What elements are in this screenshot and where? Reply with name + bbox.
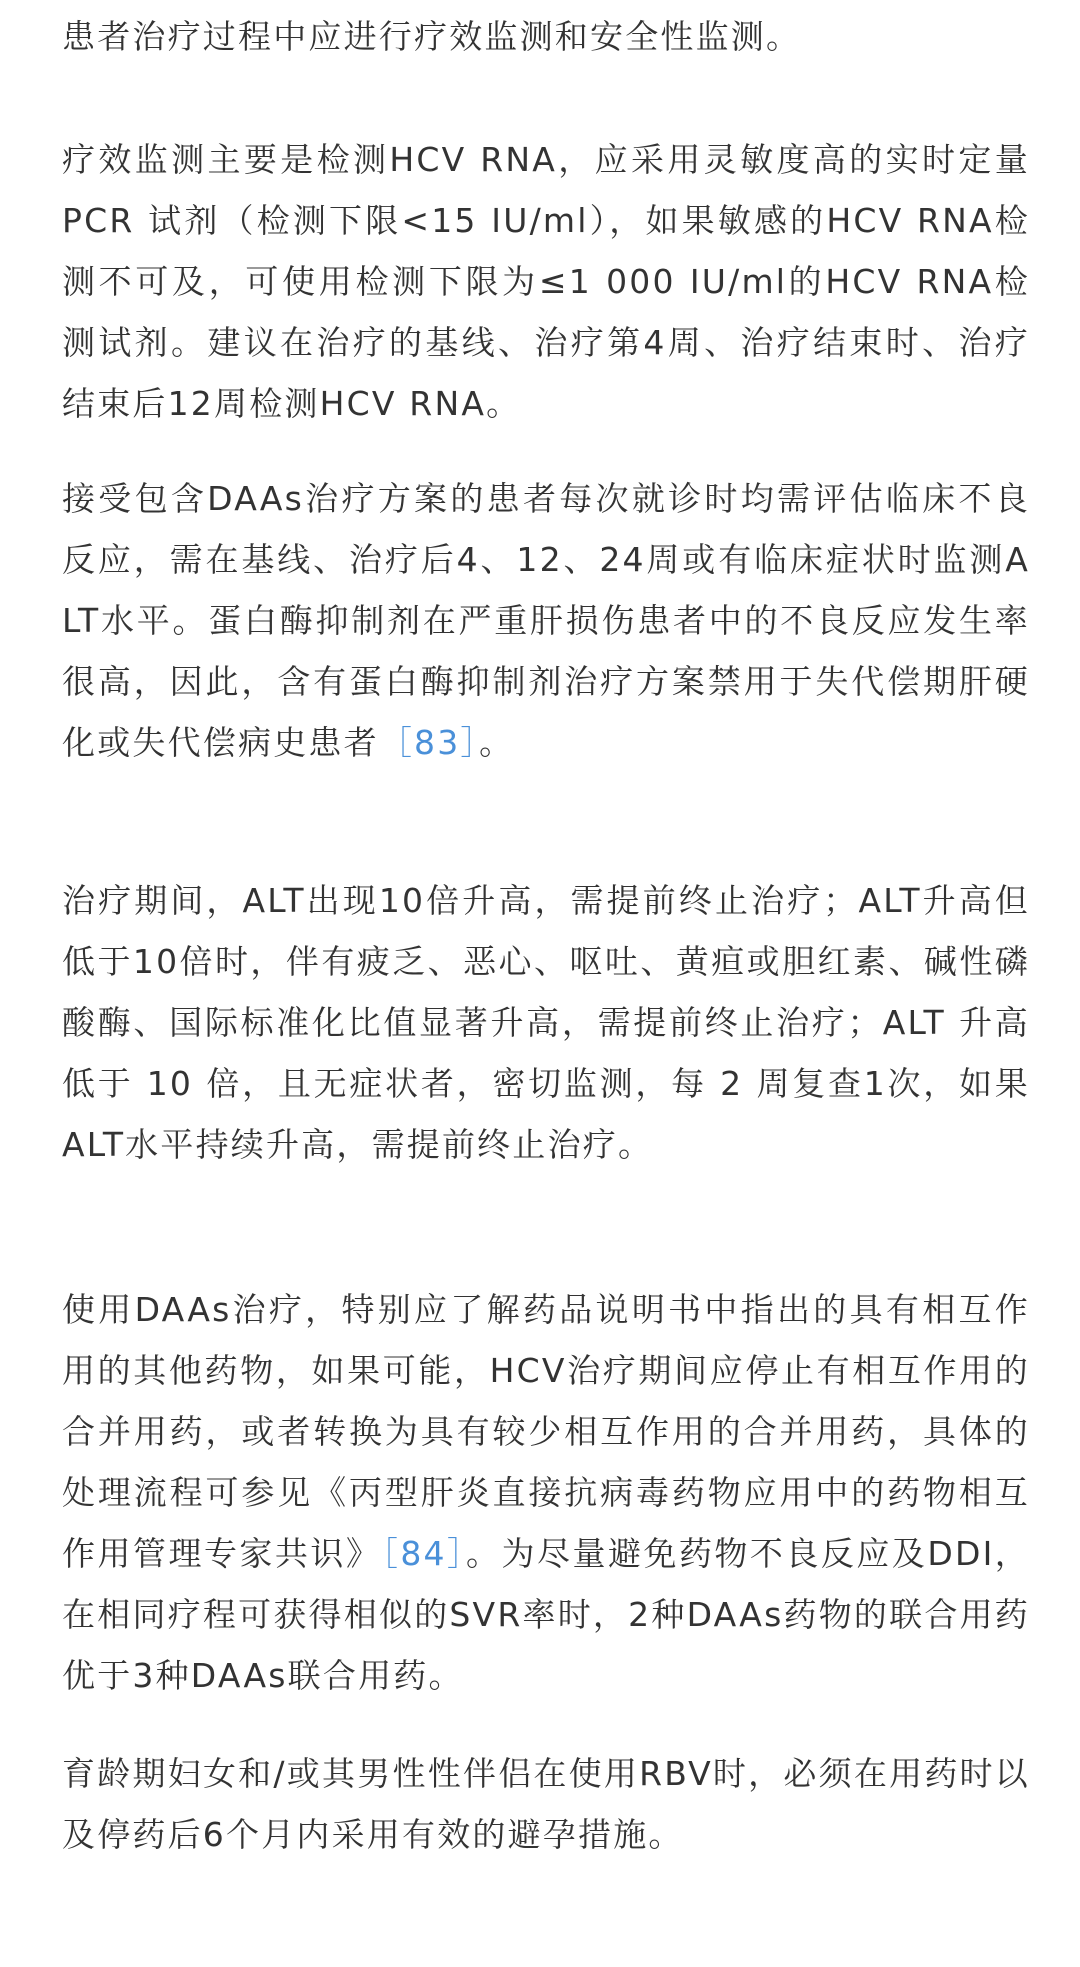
paragraph-drug-interactions xyxy=(62,1279,1030,1706)
paragraph-efficacy-monitoring xyxy=(62,129,1030,434)
paragraph-text: 使用DAAs治疗，特别应了解药品说明书中指出的具有相互作用的其他药物，如果可能，HCV治疗期间应停止有相互作用的合并用药，或者转换为具有较少相互作用的合并用药，具体的处理流程可参见《丙型肝炎直接抗病毒药物应用中的药物相互作用管理专家共识》 xyxy=(62,1290,1030,1573)
paragraph-monitoring-intro xyxy=(62,6,1030,67)
paragraph-text: 。 xyxy=(479,723,515,762)
paragraph-text: 。为尽量避免药物不良反应及DDI，在相同疗程可获得相似的SVR率时，2种DAAs药物的联合用药优于3种DAAs联合用药。 xyxy=(62,1534,1030,1695)
paragraph-text: 接受包含DAAs治疗方案的患者每次就诊时均需评估临床不良反应，需在基线、治疗后4、12、24周或有临床症状时监测ALT水平。蛋白酶抑制剂在严重肝损伤患者中的不良反应发生率很高，因此，含有蛋白酶抑制剂治疗方案禁用于失代偿期肝硬化或失代偿病史患者 xyxy=(62,479,1030,762)
paragraph-text: 治疗期间，ALT出现10倍升高，需提前终止治疗；ALT升高但低于10倍时，伴有疲乏、恶心、呕吐、黄疸或胆红素、碱性磷酸酶、国际标准化比值显著升高，需提前终止治疗；ALT 升高低于 10 倍，且无症状者，密切监测，每 2 周复查1次，如果ALT水平持续升高，需提前终止治疗。 xyxy=(62,881,1030,1164)
paragraph-text: 疗效监测主要是检测HCV RNA，应采用灵敏度高的实时定量 PCR 试剂（检测下限<15 IU/ml），如果敏感的HCV RNA检测不可及，可使用检测下限为≤1 000 IU/ml的HCV RNA检测试剂。建议在治疗的基线、治疗第4周、治疗结束时、治疗结束后12周检测HCV RNA。 xyxy=(62,140,1030,423)
reference-link-84[interactable]: ［84］ xyxy=(381,1534,467,1573)
paragraph-text: 患者治疗过程中应进行疗效监测和安全性监测。 xyxy=(62,17,802,56)
paragraph-contraception xyxy=(62,1743,1030,1865)
paragraph-alt-elevation xyxy=(62,870,1030,1175)
paragraph-text: 育龄期妇女和/或其男性性伴侣在使用RBV时，必须在用药时以及停药后6个月内采用有效的避孕措施。 xyxy=(62,1754,1030,1854)
reference-link-83[interactable]: ［83］ xyxy=(378,723,480,762)
paragraph-adverse-reactions xyxy=(62,468,1030,773)
